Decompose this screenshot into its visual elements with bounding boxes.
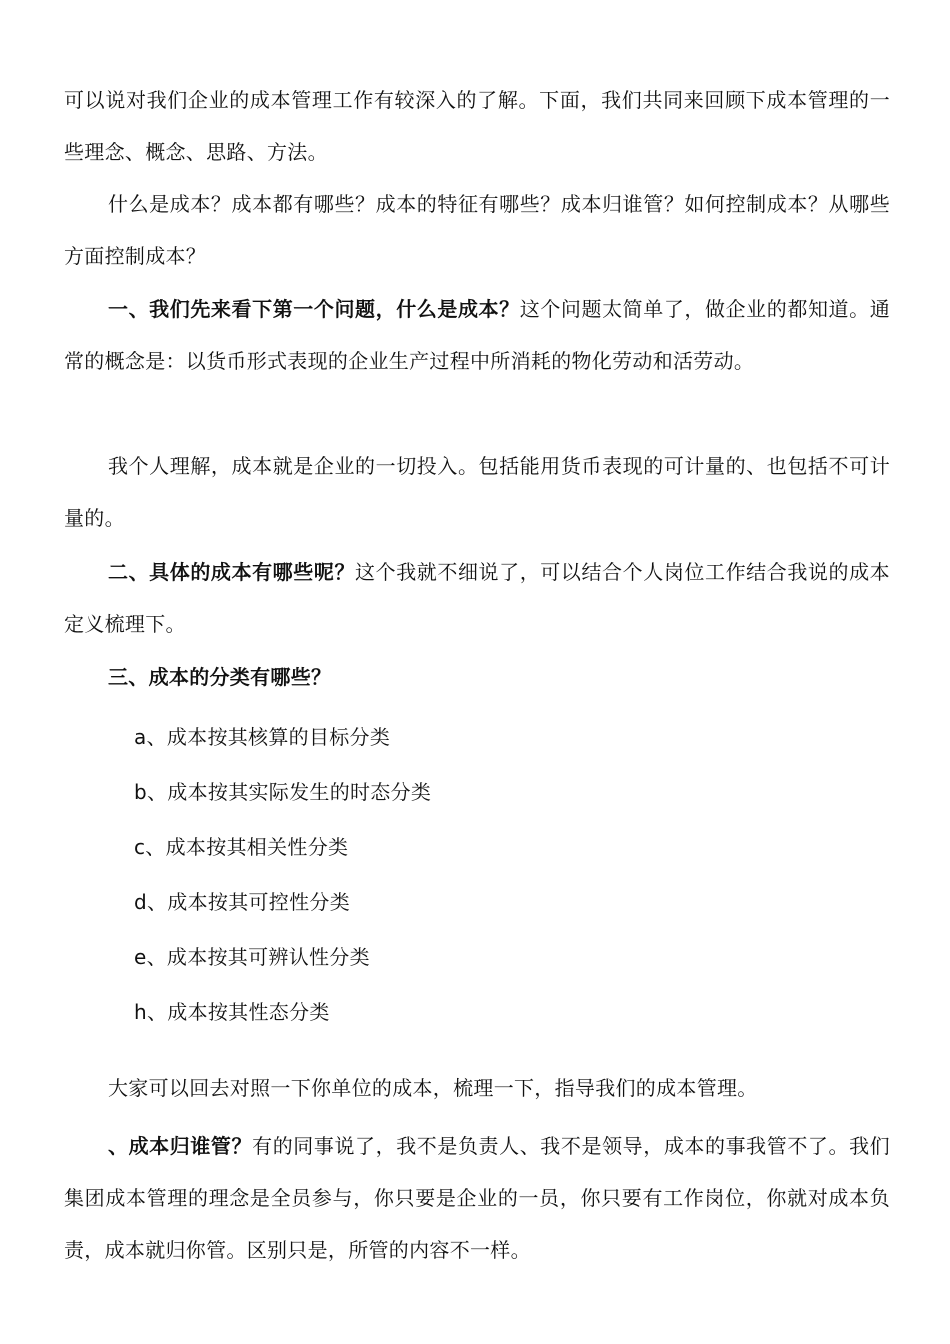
list-item: d、成本按其可控性分类 bbox=[134, 890, 350, 914]
list-item: h、成本按其性态分类 bbox=[134, 1000, 330, 1024]
section-4-text: 有的同事说了，我不是负责人、我不是领导，成本的事我管不了。我们集团成本管理的理念是全员参与，你只要是企业的一员，你只要有工作岗位，你就对成本负责，成本就归你管。区别只是，所管的内容不一样。 bbox=[64, 1134, 890, 1262]
paragraph-questions: 什么是成本？成本都有哪些？成本的特征有哪些？成本归谁管？如何控制成本？从哪些方面控制成本？ bbox=[64, 192, 890, 268]
list-item: e、成本按其可辨认性分类 bbox=[134, 945, 370, 969]
paragraph-section-2 bbox=[64, 546, 890, 650]
section-2-text: 这个我就不细说了，可以结合个人岗位工作结合我说的成本定义梳理下。 bbox=[64, 560, 890, 636]
paragraph-section-4 bbox=[64, 1120, 890, 1276]
section-1-text: 这个问题太简单了，做企业的都知道。通常的概念是：以货币形式表现的企业生产过程中所消耗的物化劳动和活劳动。 bbox=[64, 297, 891, 373]
paragraph-intro: 可以说对我们企业的成本管理工作有较深入的了解。下面，我们共同来回顾下成本管理的一些理念、概念、思路、方法。 bbox=[64, 88, 890, 164]
list-item: c、成本按其相关性分类 bbox=[134, 835, 349, 859]
section-1-heading: 一、我们先来看下第一个问题，什么是成本？ bbox=[108, 297, 520, 321]
section-4-heading: 、成本归谁管？ bbox=[108, 1134, 253, 1158]
paragraph-section-1 bbox=[64, 283, 890, 387]
paragraph-section-3 bbox=[64, 651, 890, 703]
list-item: b、成本按其实际发生的时态分类 bbox=[134, 780, 432, 804]
paragraph-summary: 大家可以回去对照一下你单位的成本，梳理一下，指导我们的成本管理。 bbox=[108, 1076, 758, 1100]
list-item: a、成本按其核算的目标分类 bbox=[134, 725, 391, 749]
paragraph-personal-understanding: 我个人理解，成本就是企业的一切投入。包括能用货币表现的可计量的、也包括不可计量的。 bbox=[64, 454, 890, 530]
section-3-heading: 三、成本的分类有哪些？ bbox=[108, 665, 332, 689]
section-2-heading: 二、具体的成本有哪些呢？ bbox=[108, 560, 356, 584]
